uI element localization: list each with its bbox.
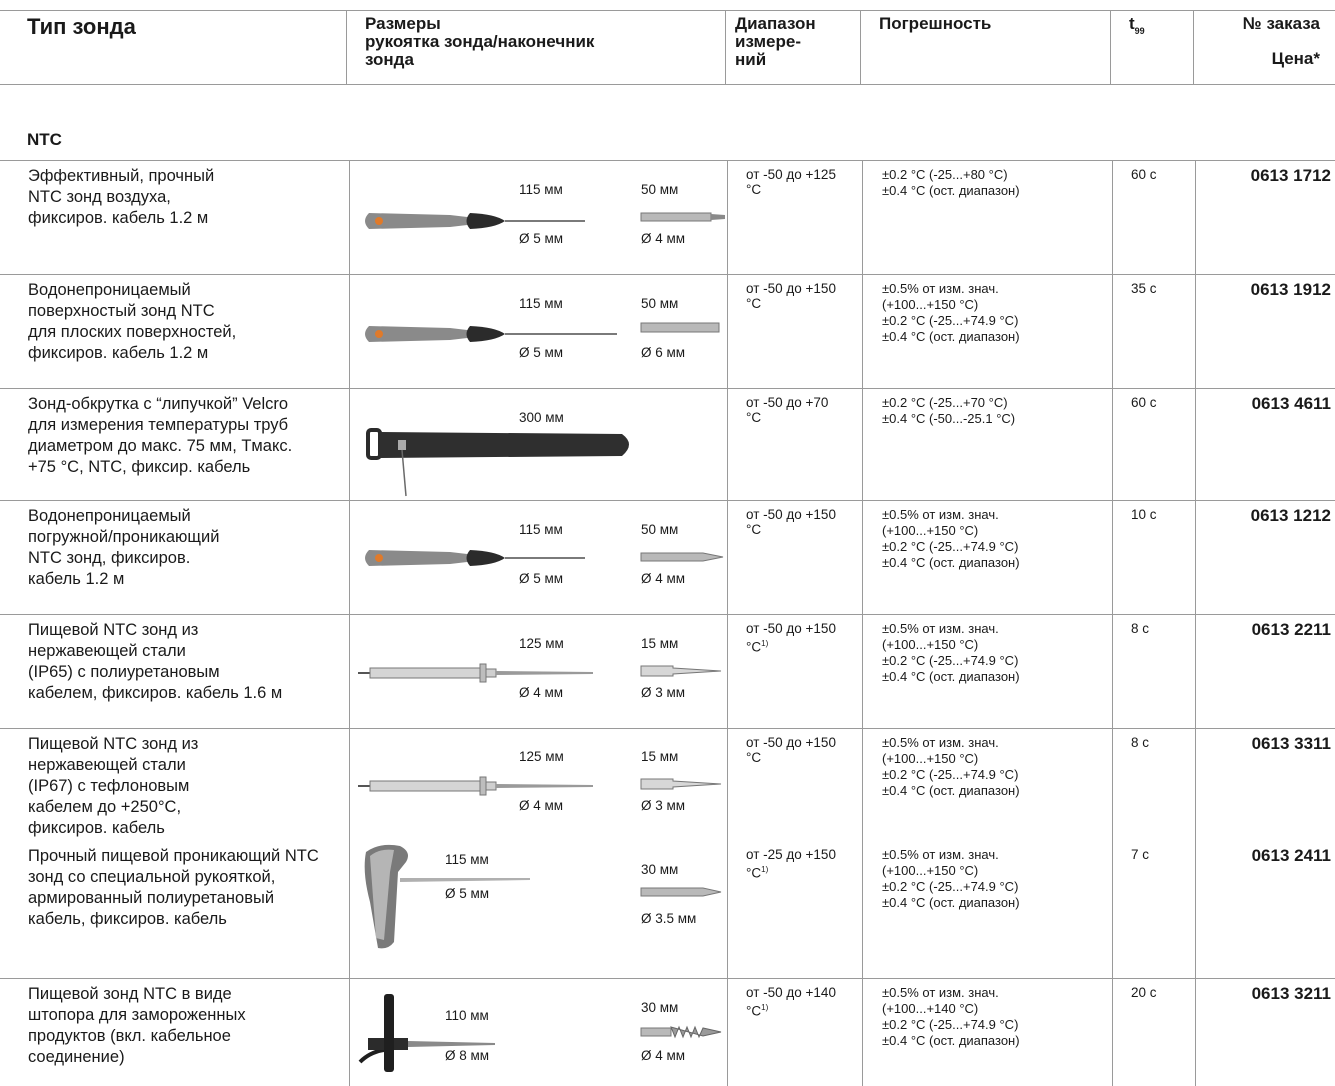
- handle-length: 115 мм: [445, 852, 489, 867]
- handle-diameter: Ø 8 мм: [445, 1048, 490, 1063]
- probe-tip-image: [641, 550, 726, 564]
- header-top-rule: [0, 10, 1335, 11]
- header-t99: [1129, 15, 1145, 40]
- corkscrew-probe-image: [360, 992, 520, 1078]
- probe-tip-image: [641, 664, 726, 678]
- accuracy: ±0.5% от изм. знач. (+100...+140 °C) ±0.2 °C (-25...+74.9 °C) ±0.4 °C (ост. диапазон): [882, 985, 1020, 1048]
- range-text: от -50 до +140 °C: [746, 985, 836, 1019]
- probe-description: Прочный пищевой проникающий NTC зонд со специальной рукояткой, армированный полиуретановый кабель, фиксиров. кабель: [28, 847, 319, 928]
- header-t99-label: t: [1129, 14, 1135, 33]
- velcro-strap-probe-image: [360, 418, 640, 500]
- header-t99-subscript: 99: [1134, 26, 1145, 36]
- handle-diameter: Ø 5 мм: [519, 571, 564, 586]
- probe-description: Эффективный, прочный NTC зонд воздуха, фиксиров. кабель 1.2 м: [28, 167, 215, 227]
- measurement-range: от -50 до +125 °C: [746, 167, 836, 197]
- probe-tip-image: [641, 210, 726, 224]
- table-row: [0, 614, 1335, 728]
- header-bottom-rule: [0, 84, 1335, 85]
- range-footnote: 1): [761, 865, 769, 874]
- header-divider: [1110, 10, 1111, 84]
- handle-diameter: Ø 5 мм: [519, 231, 564, 246]
- order-number: 0613 1712: [1250, 166, 1331, 185]
- order-number: 0613 1212: [1250, 506, 1331, 525]
- teflon-food-probe-image: [358, 773, 608, 799]
- order-number: 0613 3311: [1251, 734, 1331, 753]
- accuracy: ±0.5% от изм. знач. (+100...+150 °C) ±0.2 °C (-25...+74.9 °C) ±0.4 °C (ост. диапазон): [882, 621, 1020, 684]
- handle-length: 125 мм: [519, 636, 564, 651]
- header-price: Цена*: [1271, 49, 1320, 68]
- handle-diameter: Ø 5 мм: [445, 886, 490, 901]
- response-time: 60 с: [1131, 167, 1157, 182]
- header-divider: [860, 10, 861, 84]
- header-order-number: № заказа: [1242, 14, 1320, 33]
- measurement-range: от -50 до +70 °C: [746, 395, 829, 425]
- header-divider: [1193, 10, 1194, 84]
- accuracy: ±0.2 °C (-25...+80 °C) ±0.4 °C (ост. диапазон): [882, 167, 1020, 198]
- table-row: [0, 840, 1335, 978]
- tip-diameter: Ø 3.5 мм: [641, 911, 697, 926]
- header-accuracy: Погрешность: [879, 14, 992, 33]
- probe-description: Пищевой зонд NTC в виде штопора для замороженных продуктов (вкл. кабельное соединение): [28, 985, 246, 1066]
- measurement-range: [746, 621, 856, 655]
- order-number: 0613 3211: [1251, 984, 1331, 1003]
- probe-description: Зонд-обкрутка с “липучкой” Velcro для измерения температуры труб диаметром до макс. 75 мм, Tмакс. +75 °C, NTC, фиксир. кабель: [28, 395, 293, 476]
- handle-length: 125 мм: [519, 749, 564, 764]
- tip-diameter: Ø 4 мм: [641, 1048, 686, 1063]
- response-time: 35 с: [1131, 281, 1157, 296]
- handle-length: 115 мм: [519, 522, 563, 537]
- range-text: от -25 до +150 °C: [746, 847, 836, 881]
- handle-length: 115 мм: [519, 182, 563, 197]
- tip-length: 30 мм: [641, 862, 679, 877]
- handle-diameter: Ø 4 мм: [519, 685, 564, 700]
- order-number: 0613 2211: [1251, 620, 1331, 639]
- response-time: 20 с: [1131, 985, 1157, 1000]
- table-row: [0, 388, 1335, 500]
- probe-tip-image: [641, 321, 726, 335]
- order-number: 0613 2411: [1251, 846, 1331, 865]
- header-divider: [346, 10, 347, 84]
- probe-tip-image: [641, 1024, 726, 1040]
- stainless-food-probe-image: [358, 660, 608, 686]
- measurement-range: [746, 985, 856, 1019]
- tip-length: 50 мм: [641, 296, 679, 311]
- probe-description: Пищевой NTC зонд из нержавеющей стали (IP67) с тефлоновым кабелем до +250°C, фиксиров. кабель: [28, 735, 199, 837]
- probe-description: Водонепроницаемый погружной/проникающий NTC зонд, фиксиров. кабель 1.2 м: [28, 507, 220, 588]
- range-footnote: 1): [761, 1003, 769, 1012]
- tip-length: 15 мм: [641, 749, 679, 764]
- measurement-range: от -50 до +150 °C: [746, 281, 836, 311]
- handle-length: 115 мм: [519, 296, 563, 311]
- measurement-range: от -50 до +150 °C: [746, 735, 836, 765]
- table-row: [0, 274, 1335, 388]
- tip-diameter: Ø 3 мм: [641, 685, 686, 700]
- tip-diameter: Ø 3 мм: [641, 798, 686, 813]
- header-probe-type: Тип зонда: [27, 14, 136, 39]
- range-footnote: 1): [761, 639, 769, 648]
- handle-length: 110 мм: [445, 1008, 489, 1023]
- response-time: 8 с: [1131, 621, 1150, 636]
- header-divider: [725, 10, 726, 84]
- tip-length: 50 мм: [641, 522, 679, 537]
- accuracy: ±0.5% от изм. знач. (+100...+150 °C) ±0.2 °C (-25...+74.9 °C) ±0.4 °C (ост. диапазон): [882, 735, 1020, 798]
- tip-length: 30 мм: [641, 1000, 679, 1015]
- accuracy: ±0.5% от изм. знач. (+100...+150 °C) ±0.2 °C (-25...+74.9 °C) ±0.4 °C (ост. диапазон): [882, 507, 1020, 570]
- header-range: Диапазон измере- ний: [735, 14, 816, 69]
- tip-diameter: Ø 4 мм: [641, 231, 686, 246]
- order-number: 0613 1912: [1250, 280, 1331, 299]
- probe-description: Пищевой NTC зонд из нержавеющей стали (IP65) с полиуретановым кабелем, фиксиров. кабель 1.6 м: [28, 621, 283, 702]
- table-row: [0, 728, 1335, 840]
- strap-length: 300 мм: [519, 410, 564, 425]
- range-text: от -50 до +150 °C: [746, 621, 836, 655]
- accuracy: ±0.2 °C (-25...+70 °C) ±0.4 °C (-50...-25.1 °C): [882, 395, 1016, 426]
- accuracy: ±0.5% от изм. знач. (+100...+150 °C) ±0.2 °C (-25...+74.9 °C) ±0.4 °C (ост. диапазон): [882, 847, 1020, 910]
- surface-probe-image: [355, 316, 625, 356]
- probe-description: Водонепроницаемый поверхностый зонд NTC для плоских поверхностей, фиксиров. кабель 1.2 м: [28, 281, 237, 362]
- handle-diameter: Ø 5 мм: [519, 345, 564, 360]
- section-title-ntc: NTC: [27, 130, 62, 149]
- response-time: 7 с: [1131, 847, 1150, 862]
- measurement-range: от -50 до +150 °C: [746, 507, 836, 537]
- handle-diameter: Ø 4 мм: [519, 798, 564, 813]
- order-number: 0613 4611: [1251, 394, 1331, 413]
- tip-diameter: Ø 6 мм: [641, 345, 686, 360]
- tip-diameter: Ø 4 мм: [641, 571, 686, 586]
- response-time: 10 с: [1131, 507, 1157, 522]
- tip-length: 15 мм: [641, 636, 679, 651]
- measurement-range: [746, 847, 856, 881]
- table-row: [0, 500, 1335, 614]
- probe-tip-image: [641, 885, 726, 899]
- header-dimensions: Размеры рукоятка зонда/наконечник зонда: [365, 14, 595, 69]
- table-row: [0, 978, 1335, 1086]
- table-row: [0, 160, 1335, 274]
- probe-tip-image: [641, 777, 726, 791]
- response-time: 8 с: [1131, 735, 1150, 750]
- accuracy: ±0.5% от изм. знач. (+100...+150 °C) ±0.2 °C (-25...+74.9 °C) ±0.4 °C (ост. диапазон): [882, 281, 1020, 344]
- tip-length: 50 мм: [641, 182, 679, 197]
- response-time: 60 с: [1131, 395, 1157, 410]
